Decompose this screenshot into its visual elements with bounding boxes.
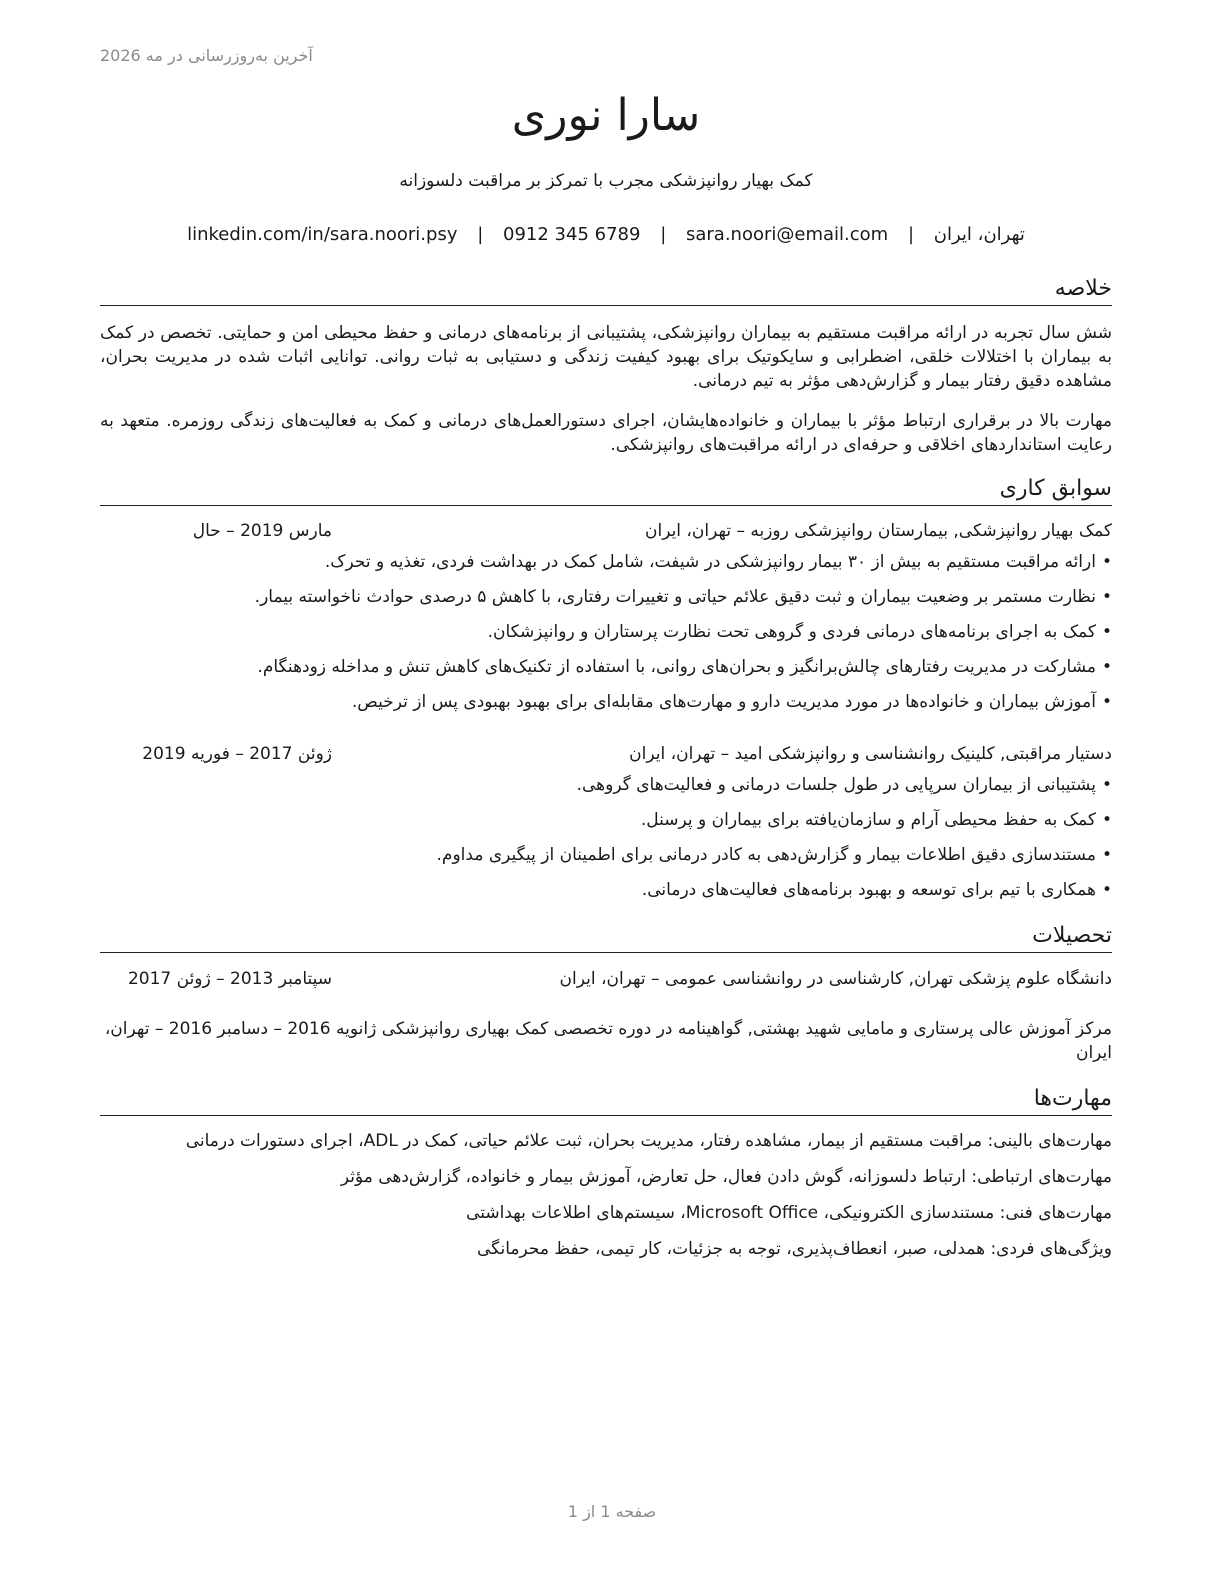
list-item: •مستندسازی دقیق اطلاعات بیمار و گزارش‌دهی به کادر درمانی برای اطمینان از پیگیری مداوم. — [436, 845, 1112, 865]
job-dates: ژوئن 2017 – فوریه 2019 — [142, 744, 332, 764]
list-item: •پشتیبانی از بیماران سرپایی در طول جلسات درمانی و فعالیت‌های گروهی. — [576, 775, 1112, 795]
last-updated-note: آخرین به‌روزرسانی در مه 2026 — [100, 46, 313, 65]
list-item: •همکاری با تیم برای توسعه و بهبود برنامه‌های فعالیت‌های درمانی. — [641, 880, 1112, 900]
list-item: •ارائه مراقبت مستقیم به بیش از ۳۰ بیمار روانپزشکی در شیفت، شامل کمک در بهداشت فردی، تغذیه و تحرک. — [324, 552, 1112, 572]
job-bullets — [100, 773, 1112, 913]
contact-separator: | — [477, 224, 484, 245]
section-title-skills: مهارت‌ها — [100, 1085, 1112, 1116]
section-title-summary: خلاصه — [100, 275, 1112, 306]
job-heading — [100, 519, 1112, 543]
summary-paragraph: مهارت بالا در برقراری ارتباط مؤثر با بیماران و خانواده‌هایشان، اجرای دستورالعمل‌های درمانی و کمک به فعالیت‌های زندگی روزمره. متعهد به رعایت استانداردهای اخلاقی و حرفه‌ای در ارائه مراقبت‌های روانپزشکی. — [100, 411, 1112, 455]
job-heading — [100, 742, 1112, 766]
education-dates: سپتامبر 2013 – ژوئن 2017 — [127, 969, 332, 989]
job-title: کمک بهیار روانپزشکی, بیمارستان روانپزشکی روزبه – تهران، ایران — [644, 521, 1112, 541]
contact-separator: | — [660, 224, 667, 245]
education-title: دانشگاه علوم پزشکی تهران, کارشناسی در روانشناسی عمومی – تهران، ایران — [559, 969, 1112, 989]
job-dates: مارس 2019 – حال — [192, 521, 332, 541]
skill-line: مهارت‌های ارتباطی: ارتباط دلسوزانه، گوش دادن فعال، حل تعارض، آموزش بیمار و خانواده، گزارش‌دهی مؤثر — [340, 1167, 1112, 1187]
list-item: •نظارت مستمر بر وضعیت بیماران و ثبت دقیق علائم حیاتی و تغییرات رفتاری، با کاهش ۵ درصدی حوادث ناخواسته بیمار. — [254, 587, 1112, 607]
list-item: •کمک به حفظ محیطی آرام و سازمان‌یافته برای بیماران و پرسنل. — [640, 810, 1112, 830]
skill-line: مهارت‌های فنی: مستندسازی الکترونیکی، Microsoft Office، سیستم‌های اطلاعات بهداشتی — [466, 1203, 1112, 1223]
education-entry: مرکز آموزش عالی پرستاری و مامایی شهید بهشتی, گواهینامه در دوره تخصصی کمک بهیاری روانپزشکی ژانویه 2016 – دسامبر 2016 – تهران، ایران — [104, 1019, 1112, 1063]
job-bullets — [100, 550, 1112, 725]
job-title: دستیار مراقبتی, کلینیک روانشناسی و روانپزشکی امید – تهران، ایران — [629, 744, 1112, 764]
contact-phone: 0912 345 6789 — [503, 224, 641, 245]
contact-linkedin: linkedin.com/in/sara.noori.psy — [187, 224, 458, 245]
skill-line: مهارت‌های بالینی: مراقبت مستقیم از بیمار، مشاهده رفتار، مدیریت بحران، ثبت علائم حیاتی، کمک در ADL، اجرای دستورات درمانی — [185, 1131, 1112, 1151]
candidate-name: سارا نوری — [511, 90, 701, 141]
contact-separator: | — [907, 224, 915, 245]
skill-line: ویژگی‌های فردی: همدلی، صبر، انعطاف‌پذیری، توجه به جزئیات، کار تیمی، حفظ محرمانگی — [476, 1239, 1112, 1259]
education-heading — [100, 967, 1112, 991]
contact-line — [100, 224, 1112, 245]
summary-paragraph: شش سال تجربه در ارائه مراقبت مستقیم به بیماران روانپزشکی، پشتیبانی از برنامه‌های درمانی و حفظ محیطی امن و حمایتی. تخصص در کمک به بیماران با اختلالات خلقی، اضطرابی و سایکوتیک برای بهبود کیفیت زندگی و دستیابی به ثبات روانی. توانایی اثبات شده در مدیریت بحران، مشاهده دقیق رفتار بیمار و گزارش‌دهی مؤثر به تیم درمانی. — [100, 323, 1112, 391]
tagline: کمک بهیار روانپزشکی مجرب با تمرکز بر مراقبت دلسوزانه — [399, 171, 813, 191]
list-item: •کمک به اجرای برنامه‌های درمانی فردی و گروهی تحت نظارت پرستاران و روانپزشکان. — [487, 622, 1112, 642]
list-item: •مشارکت در مدیریت رفتارهای چالش‌برانگیز و بحران‌های روانی، با استفاده از تکنیک‌های کاهش تنش و مداخله زودهنگام. — [257, 657, 1112, 677]
page-number: صفحه 1 از 1 — [567, 1502, 657, 1521]
section-title-education: تحصیلات — [100, 922, 1112, 953]
contact-email: sara.noori@email.com — [686, 224, 889, 245]
contact-location: تهران، ایران — [933, 224, 1025, 245]
section-title-experience: سوابق کاری — [100, 475, 1112, 506]
list-item: •آموزش بیماران و خانواده‌ها در مورد مدیریت دارو و مهارت‌های مقابله‌ای برای بهبود بهبودی پس از ترخیص. — [351, 692, 1112, 712]
skills-list — [100, 1129, 1112, 1273]
